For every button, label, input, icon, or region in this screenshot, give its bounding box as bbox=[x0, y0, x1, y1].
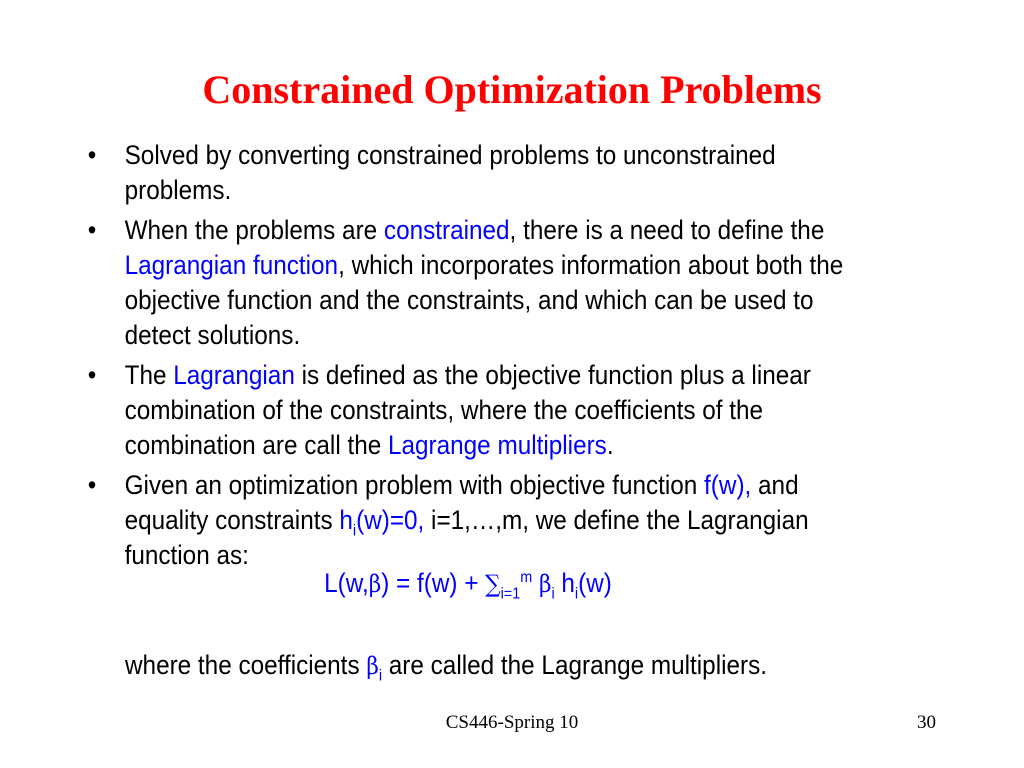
beta-subscript: i bbox=[378, 667, 383, 685]
formula-part: ) = f(w) + bbox=[381, 568, 486, 598]
formula-part: L(w, bbox=[324, 568, 369, 598]
bullet-icon: • bbox=[87, 470, 97, 500]
bullet-text: and equality constraints bbox=[124, 470, 799, 535]
formula-part: (w) bbox=[578, 568, 612, 598]
h-subscript: i bbox=[574, 585, 579, 603]
beta-symbol: β bbox=[538, 570, 552, 598]
bullet-text: i=1,…,m, we define the Lagrangian function as: bbox=[124, 505, 809, 570]
lagrangian-formula bbox=[0, 566, 936, 602]
note-text: are called the Lagrange multipliers. bbox=[382, 650, 768, 680]
bullet-icon: • bbox=[87, 140, 97, 170]
note-text: where the coefficients bbox=[125, 650, 367, 680]
footer-course: CS446-Spring 10 bbox=[445, 712, 579, 733]
formula-space bbox=[532, 568, 539, 598]
constraint-h: h bbox=[339, 505, 353, 535]
multiplier-note bbox=[125, 648, 767, 684]
bullet-text: . bbox=[606, 430, 614, 460]
page-number: 30 bbox=[917, 712, 936, 733]
constraint-subscript: i bbox=[352, 522, 357, 540]
bullet-text: is defined as the objective function plus a linear combination of the constraints, where the coefficients of the combination are call the bbox=[124, 360, 811, 460]
bullet-text: Solved by converting constrained problems to unconstrained problems. bbox=[124, 140, 776, 205]
bullet-icon: • bbox=[87, 215, 97, 245]
highlight-term: f(w), bbox=[704, 470, 752, 500]
bullet-item bbox=[76, 468, 886, 573]
sum-lower-limit: i=1 bbox=[500, 585, 521, 603]
slide-title: Constrained Optimization Problems bbox=[202, 67, 822, 112]
beta-symbol: β bbox=[368, 570, 382, 598]
highlight-term bbox=[339, 505, 425, 540]
bullet-item bbox=[76, 358, 886, 463]
constraint-rest: (w)=0, bbox=[356, 505, 425, 535]
bullet-text: When the problems are bbox=[124, 215, 384, 245]
bullet-item bbox=[76, 213, 886, 353]
bullet-icon: • bbox=[87, 360, 97, 390]
bullet-text: , there is a need to define the bbox=[509, 215, 825, 245]
bullet-text: The bbox=[124, 360, 174, 390]
bullet-list bbox=[76, 138, 886, 578]
beta-symbol: β bbox=[366, 652, 379, 680]
formula-part: h bbox=[554, 568, 575, 598]
highlight-term: constrained bbox=[383, 215, 510, 245]
bullet-item bbox=[76, 138, 886, 208]
beta-subscript: i bbox=[551, 585, 555, 603]
highlight-term: Lagrangian function bbox=[124, 250, 339, 280]
bullet-text: Given an optimization problem with objective function bbox=[124, 470, 705, 500]
highlight-term: Lagrange multipliers bbox=[388, 430, 607, 460]
sigma-symbol: ∑ bbox=[485, 570, 501, 598]
bullet-text: , which incorporates information about both the objective function and the constraints, and which can be used to detect solutions. bbox=[124, 250, 844, 350]
highlight-term: Lagrangian bbox=[173, 360, 295, 390]
sum-upper-limit: m bbox=[520, 569, 533, 586]
